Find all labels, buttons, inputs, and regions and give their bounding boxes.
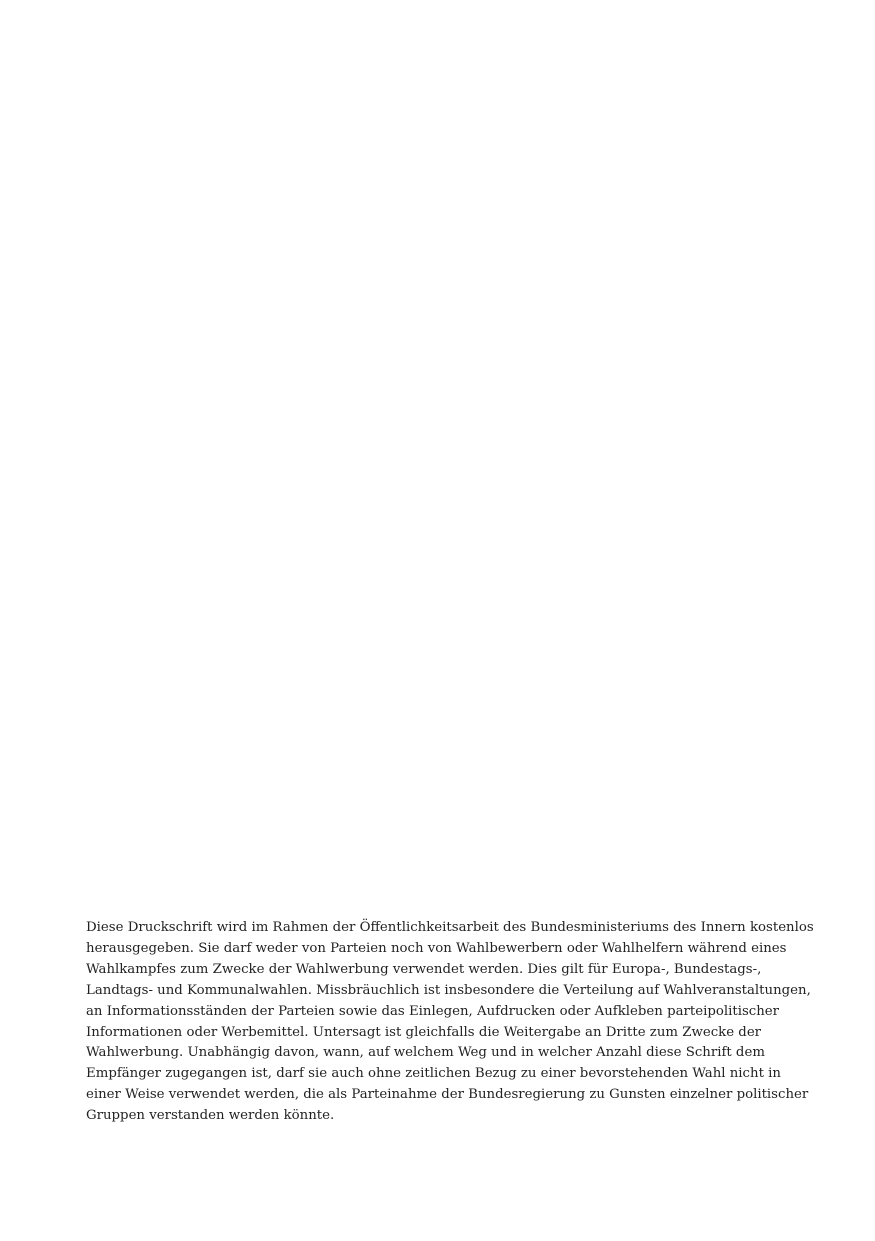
disclaimer-line: Landtags- und Kommunalwahlen. Missbräuchlich ist insbesondere die Verteilung auf Wahlveranstaltungen, bbox=[86, 982, 811, 998]
disclaimer-line: Wahlwerbung. Unabhängig davon, wann, auf welchem Weg und in welcher Anzahl diese Schrift dem bbox=[86, 1045, 765, 1061]
disclaimer-line: herausgegeben. Sie darf weder von Parteien noch von Wahlbewerbern oder Wahlhelfern während eines bbox=[86, 940, 787, 956]
disclaimer-line: Empfänger zugegangen ist, darf sie auch ohne zeitlichen Bezug zu einer bevorstehenden Wahl nicht in bbox=[86, 1066, 781, 1082]
disclaimer-line: Gruppen verstanden werden könnte. bbox=[86, 1108, 335, 1124]
disclaimer-line: an Informationsständen der Parteien sowie das Einlegen, Aufdrucken oder Aufkleben parteipolitischer bbox=[86, 1003, 780, 1019]
disclaimer-line: Diese Druckschrift wird im Rahmen der Öffentlichkeitsarbeit des Bundesministeriums des Innern kostenlos bbox=[86, 920, 814, 935]
disclaimer-paragraph bbox=[86, 918, 814, 1127]
disclaimer-line: Wahlkampfes zum Zwecke der Wahlwerbung verwendet werden. Dies gilt für Europa-, Bundestags-, bbox=[86, 961, 762, 977]
disclaimer-line: einer Weise verwendet werden, die als Parteinahme der Bundesregierung zu Gunsten einzelner politischer bbox=[86, 1087, 809, 1103]
disclaimer-line: Informationen oder Werbemittel. Untersagt ist gleichfalls die Weitergabe an Dritte zum Zwecke der bbox=[86, 1024, 762, 1040]
